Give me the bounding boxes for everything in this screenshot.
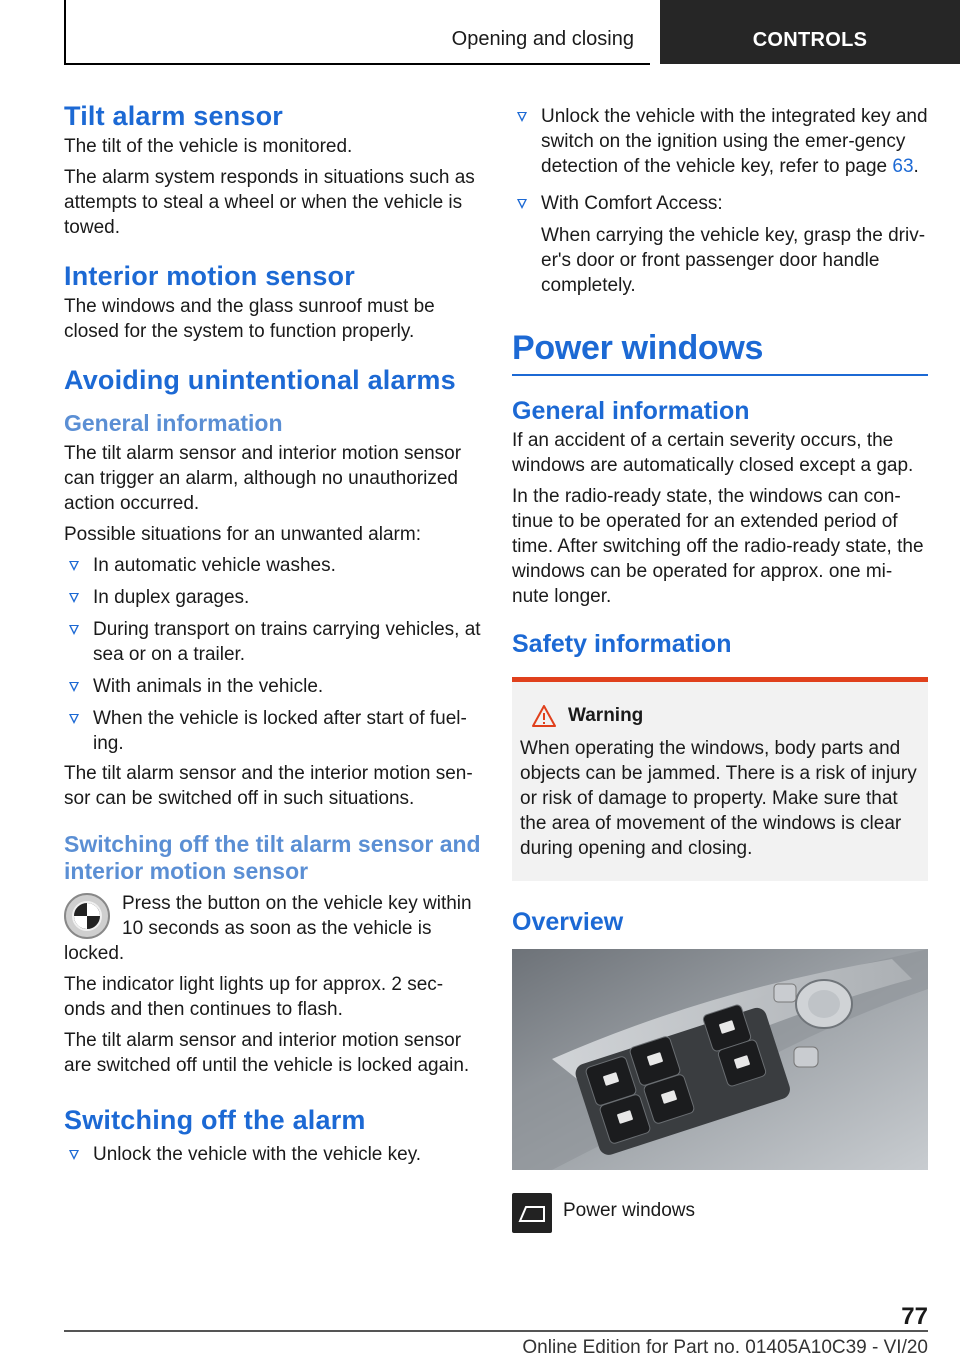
heading-switching-off-sensors: Switching off the tilt alarm sensor and interior motion sensor xyxy=(64,831,481,884)
triangle-bullet-icon xyxy=(69,561,79,571)
header-bottom-rule xyxy=(64,63,650,65)
switch-off-alarm-list-continued xyxy=(512,104,928,216)
general-paragraph-1: The tilt alarm sensor and interior motion sensor can trigger an alarm, although no unauthorized action occurred. xyxy=(64,443,462,514)
warning-title: Warning xyxy=(532,704,920,728)
triangle-bullet-icon xyxy=(517,199,527,209)
triangle-bullet-icon xyxy=(69,1150,79,1160)
triangle-bullet-icon xyxy=(517,112,527,122)
footer-rule xyxy=(64,1330,928,1332)
warning-box xyxy=(512,677,928,881)
heading-avoiding-unintentional-alarms: Avoiding unintentional alarms xyxy=(64,365,456,395)
heading-general-information-windows: General information xyxy=(512,397,750,425)
windows-paragraph-2: In the radio-ready state, the windows can con-tinue to be operated for an extended period of time. After switching off the radio-ready state, the windows can be operated for approx. one mi-nute longer. xyxy=(512,486,924,607)
interior-paragraph-1: The windows and the glass sunroof must be closed for the system to function properly. xyxy=(64,296,435,342)
triangle-bullet-icon xyxy=(69,625,79,635)
heading-tilt-alarm-sensor: Tilt alarm sensor xyxy=(64,101,283,131)
key-button-instruction xyxy=(64,891,484,966)
left-column xyxy=(64,100,484,1174)
page-number: 77 xyxy=(901,1303,928,1330)
warning-triangle-icon xyxy=(532,705,556,727)
triangle-bullet-icon xyxy=(69,593,79,603)
heading-switching-off-alarm: Switching off the alarm xyxy=(64,1105,366,1135)
triangle-bullet-icon xyxy=(69,682,79,692)
list-item: With animals in the vehicle. xyxy=(64,674,484,699)
vehicle-key-logo-icon xyxy=(64,893,110,939)
list-item: In duplex garages. xyxy=(64,585,484,610)
unwanted-alarm-list xyxy=(64,553,484,756)
heading-general-information: General information xyxy=(64,410,283,436)
header-left-rule xyxy=(64,0,66,64)
header-chapter-tab: CONTROLS xyxy=(660,0,960,64)
tilt-paragraph-1: The tilt of the vehicle is monitored. xyxy=(64,136,353,157)
heading-overview: Overview xyxy=(512,908,624,936)
list-item: During transport on trains carrying vehicles, at sea or on a trailer. xyxy=(64,617,484,667)
right-column xyxy=(512,104,928,1233)
list-item: With Comfort Access: xyxy=(512,191,928,216)
heading-safety-information: Safety information xyxy=(512,630,732,658)
switchoff-paragraph-2: The indicator light lights up for approx. 2 sec-onds and then continues to flash. xyxy=(64,974,444,1020)
general-paragraph-2: Possible situations for an unwanted alarm: xyxy=(64,524,421,545)
page-reference-link[interactable]: 63 xyxy=(892,156,914,177)
warning-text: When operating the windows, body parts and objects can be jammed. There is a risk of injury or risk of damage to property. Make sure that the area of movement of the windows is clear during opening and closing. xyxy=(520,738,917,859)
comfort-access-text: When carrying the vehicle key, grasp the driv-er's door or front passenger door handle completely. xyxy=(541,225,926,296)
triangle-bullet-icon xyxy=(69,714,79,724)
key-button-text: Press the button on the vehicle key within 10 seconds as soon as the vehicle is locked. xyxy=(64,893,472,964)
caption-text: Power windows xyxy=(563,1200,695,1221)
windows-paragraph-1: If an accident of a certain severity occurs, the windows are automatically closed except a gap. xyxy=(512,430,914,476)
heading-interior-motion-sensor: Interior motion sensor xyxy=(64,261,355,291)
figure-caption xyxy=(512,1193,928,1233)
list-item: Unlock the vehicle with the vehicle key. xyxy=(64,1142,484,1167)
footer-edition: Online Edition for Part no. 01405A10C39 - VI/20 xyxy=(522,1337,928,1358)
heading-power-windows: Power windows xyxy=(512,329,764,367)
tilt-paragraph-2: The alarm system responds in situations such as attempts to steal a wheel or when the vehicle is towed. xyxy=(64,167,475,238)
power-window-switches-image xyxy=(512,949,928,1170)
list-item: When the vehicle is locked after start of fuel-ing. xyxy=(64,706,484,756)
list-item: In automatic vehicle washes. xyxy=(64,553,484,578)
list-item: Unlock the vehicle with the integrated key and switch on the ignition using the emer-gency detection of the vehicle key, refer to page 63. xyxy=(512,104,928,179)
general-paragraph-3: The tilt alarm sensor and the interior motion sen-sor can be switched off in such situations. xyxy=(64,763,473,809)
switch-off-alarm-list xyxy=(64,1142,484,1167)
power-window-icon xyxy=(512,1193,552,1233)
switchoff-paragraph-3: The tilt alarm sensor and interior motion sensor are switched off until the vehicle is locked again. xyxy=(64,1030,470,1076)
header-section-title: Opening and closing xyxy=(451,28,634,50)
